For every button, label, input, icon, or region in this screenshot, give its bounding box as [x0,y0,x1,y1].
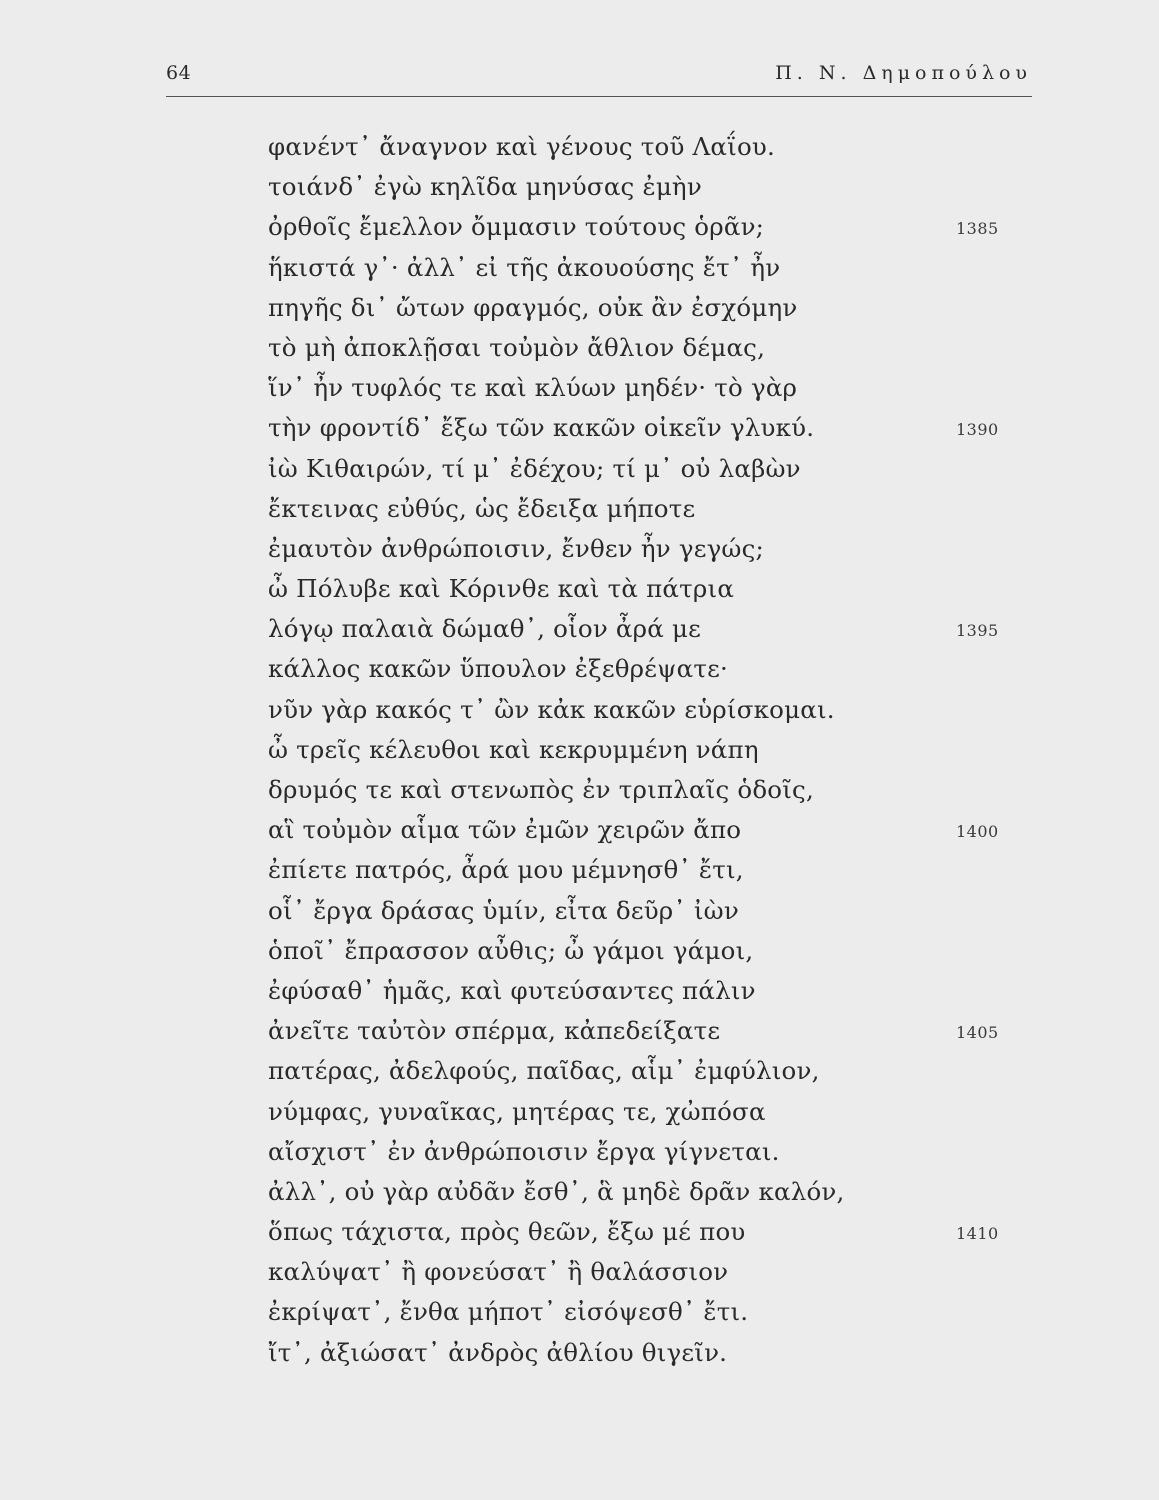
verse-text: λόγῳ παλαιὰ δώμαθ᾽, οἷον ἆρά με [268,614,701,644]
verse-text: νύμφας, γυναῖκας, μητέρας τε, χὠπόσα [268,1096,766,1126]
verse-block [268,127,1148,1373]
verse-text: ἐμαυτὸν ἀνθρώποισιν, ἔνθεν ἦν γεγώς; [268,533,764,563]
verse-line [268,127,1148,167]
verse-text: ἔκτεινας εὐθύς, ὡς ἔδειξα μήποτε [268,493,696,523]
verse-line [268,931,1148,971]
verse-line [268,207,1148,247]
verse-text: ὦ Πόλυβε καὶ Κόρινθε καὶ τὰ πάτρια [268,574,735,604]
line-number: 1400 [956,822,999,842]
verse-line [268,1212,1148,1252]
verse-line [268,1172,1148,1212]
line-number: 1405 [956,1023,999,1043]
verse-text: ἐφύσαθ᾽ ἡμᾶς, καὶ φυτεύσαντες πάλιν [268,975,756,1005]
verse-text: ἰὼ Κιθαιρών, τί μ᾽ ἐδέχου; τί μ᾽ οὐ λαβὼν [268,453,801,483]
verse-line [268,1292,1148,1332]
line-number: 1395 [956,621,999,641]
running-head: Π. Ν. Δημοπούλου [775,62,1032,84]
verse-text: οἷ᾽ ἔργα δράσας ὑμίν, εἶτα δεῦρ᾽ ἰὼν [268,895,739,925]
verse-line [268,649,1148,689]
verse-line [268,328,1148,368]
verse-text: αἳ τοὐμὸν αἷμα τῶν ἐμῶν χειρῶν ἄπο [268,815,742,845]
verse-text: τὴν φροντίδ᾽ ἔξω τῶν κακῶν οἰκεῖν γλυκύ. [268,413,815,443]
line-number: 1410 [956,1224,999,1244]
verse-text: ἀνεῖτε ταὐτὸν σπέρμα, κἀπεδείξατε [268,1016,721,1046]
verse-text: πατέρας, ἀδελφούς, παῖδας, αἷμ᾽ ἐμφύλιον, [268,1056,820,1086]
verse-text: κάλλος κακῶν ὕπουλον ἐξεθρέψατε· [268,654,728,684]
verse-line [268,248,1148,288]
verse-line [268,167,1148,207]
header-rule [166,96,1032,97]
verse-line [268,408,1148,448]
verse-line [268,529,1148,569]
verse-line [268,971,1148,1011]
verse-text: ὀρθοῖς ἔμελλον ὄμμασιν τούτους ὁρᾶν; [268,212,765,242]
verse-text: νῦν γὰρ κακός τ᾽ ὢν κἀκ κακῶν εὑρίσκομαι. [268,694,835,724]
verse-line [268,770,1148,810]
verse-line [268,449,1148,489]
verse-text: ἴτ᾽, ἀξιώσατ᾽ ἀνδρὸς ἀθλίου θιγεῖν. [268,1337,728,1367]
verse-text: καλύψατ᾽ ἢ φονεύσατ᾽ ἢ θαλάσσιον [268,1257,729,1287]
verse-line [268,730,1148,770]
verse-line [268,1011,1148,1051]
verse-line [268,368,1148,408]
verse-line [268,1092,1148,1132]
verse-line [268,1333,1148,1373]
page-number: 64 [166,62,192,84]
verse-line [268,1252,1148,1292]
verse-line [268,609,1148,649]
page-header [166,62,1032,98]
verse-text: ὦ τρεῖς κέλευθοι καὶ κεκρυμμένη νάπη [268,734,759,764]
verse-line [268,1051,1148,1091]
verse-line [268,569,1148,609]
verse-text: ἥκιστά γ᾽· ἀλλ᾽ εἰ τῆς ἀκουούσης ἔτ᾽ ἦν [268,252,781,282]
verse-line [268,850,1148,890]
verse-text: ἵν᾽ ἦν τυφλός τε καὶ κλύων μηδέν· τὸ γὰρ [268,373,798,403]
verse-text: δρυμός τε καὶ στενωπὸς ἐν τριπλαῖς ὁδοῖς, [268,775,814,804]
verse-text: φανέντ᾽ ἄναγνον καὶ γένους τοῦ Λαΐου. [268,132,776,161]
verse-text: πηγῆς δι᾽ ὤτων φραγμός, οὐκ ἂν ἐσχόμην [268,292,798,322]
line-number: 1390 [956,420,999,440]
verse-text: τοιάνδ᾽ ἐγὼ κηλῖδα μηνύσας ἐμὴν [268,172,702,202]
verse-text: ἐκρίψατ᾽, ἔνθα μήποτ᾽ εἰσόψεσθ᾽ ἔτι. [268,1297,749,1327]
verse-text: ἐπίετε πατρός, ἆρά μου μέμνησθ᾽ ἔτι, [268,855,744,885]
verse-line [268,810,1148,850]
verse-text: ὁποῖ᾽ ἔπρασσον αὖθις; ὦ γάμοι γάμοι, [268,935,754,965]
verse-text: ἀλλ᾽, οὐ γὰρ αὐδᾶν ἔσθ᾽, ἃ μηδὲ δρᾶν καλόν, [268,1176,845,1206]
verse-line [268,288,1148,328]
verse-line [268,1132,1148,1172]
verse-text: αἴσχιστ᾽ ἐν ἀνθρώποισιν ἔργα γίγνεται. [268,1136,780,1166]
verse-line [268,891,1148,931]
verse-line [268,690,1148,730]
verse-text: τὸ μὴ ἀποκλῇσαι τοὐμὸν ἄθλιον δέμας, [268,332,766,362]
verse-line [268,489,1148,529]
line-number: 1385 [956,219,999,239]
verse-text: ὅπως τάχιστα, πρὸς θεῶν, ἔξω μέ που [268,1217,746,1247]
